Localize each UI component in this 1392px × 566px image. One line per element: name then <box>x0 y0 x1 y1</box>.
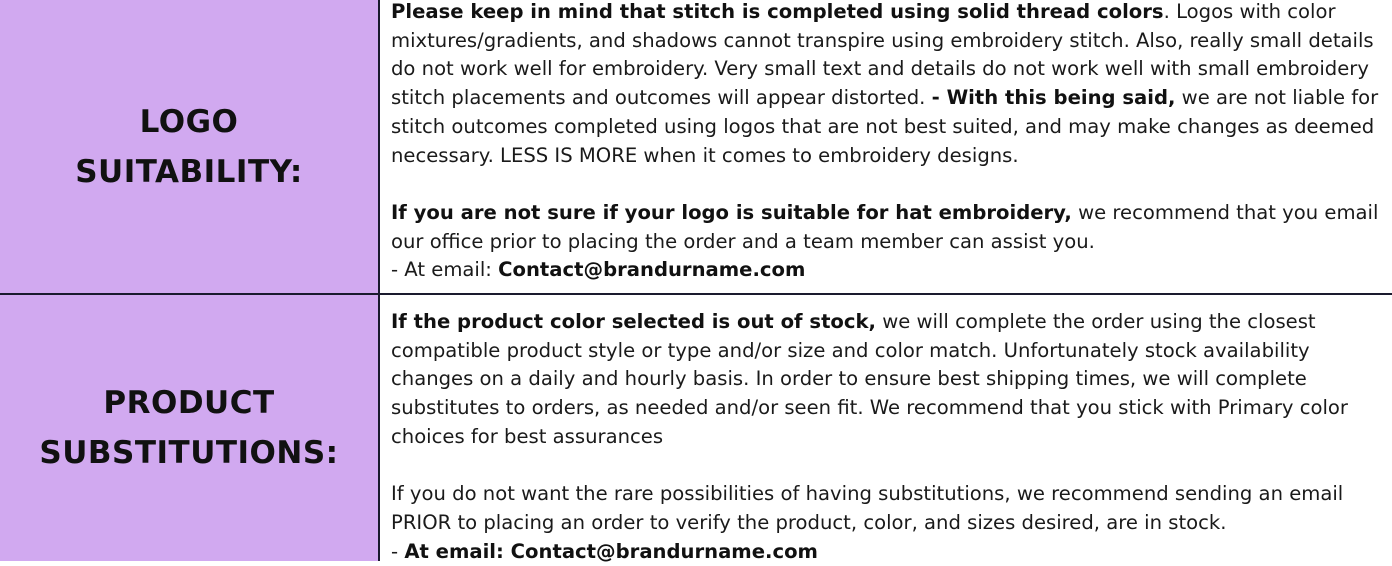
heading-line: PRODUCT <box>103 385 275 421</box>
bold-intro: Please keep in mind that stitch is completed using solid thread colors <box>391 0 1164 23</box>
product-substitutions-heading <box>39 378 338 478</box>
email-prefix: - <box>391 539 405 563</box>
paragraph-text: . Logos with color mixtures/gradients, and shadows cannot transpire using embroidery stitch. Also, really small details do not work well for embroidery. Very small text and details do not work well with small embroidery stitch placements and outcomes will appear distorted. <box>391 0 1374 110</box>
logo-suitability-paragraph-2 <box>391 199 1388 256</box>
paragraph-gap <box>391 452 1388 481</box>
heading-line: SUITABILITY: <box>75 153 303 190</box>
logo-suitability-paragraph-1 <box>391 0 1388 170</box>
logo-suitability-heading <box>75 97 303 197</box>
bold-phrase: - With this being said, <box>931 86 1176 110</box>
heading-line: LOGO <box>139 103 239 140</box>
product-substitutions-paragraph-2: If you do not want the rare possibilities of having substitutions, we recommend sending an email PRIOR to placing an order to verify the product, color, and sizes desired, are in stock. <box>391 482 1344 534</box>
product-substitutions-content <box>380 295 1392 561</box>
contact-email: At email: Contact@brandurname.com <box>404 539 818 563</box>
bold-intro: If the product color selected is out of stock, <box>391 310 876 333</box>
paragraph-text: we recommend that you email our office prior to placing the order and a team member can assist you. <box>391 200 1379 253</box>
product-substitutions-label-cell <box>0 295 380 561</box>
paragraph-text: we will complete the order using the closest compatible product style or type and/or size and color match. Unfortunately stock availability changes on a daily and hourly basis. In order to ensure best shipping times, we will complete substitutes to orders, as needed and/or seen fit. We recommend that you stick with Primary color choices for best assurances <box>391 310 1348 448</box>
product-substitutions-paragraph-1 <box>391 308 1388 452</box>
product-substitutions-row <box>0 295 1392 561</box>
contact-email: Contact@brandurname.com <box>498 258 806 282</box>
product-substitutions-email-line <box>391 538 1388 566</box>
email-prefix: - At email: <box>391 258 499 282</box>
logo-suitability-email-line <box>391 256 1388 285</box>
paragraph-text: we are not liable for stitch outcomes completed using logos that are not best suited, and may make changes as deemed necessary. LESS IS MORE when it comes to embroidery designs. <box>391 86 1379 167</box>
logo-suitability-content <box>380 0 1392 291</box>
bold-intro: If you are not sure if your logo is suitable for hat embroidery, <box>391 200 1072 224</box>
logo-suitability-label-cell <box>0 0 380 293</box>
heading-line: SUBSTITUTIONS: <box>39 435 339 471</box>
paragraph-gap <box>391 170 1388 199</box>
